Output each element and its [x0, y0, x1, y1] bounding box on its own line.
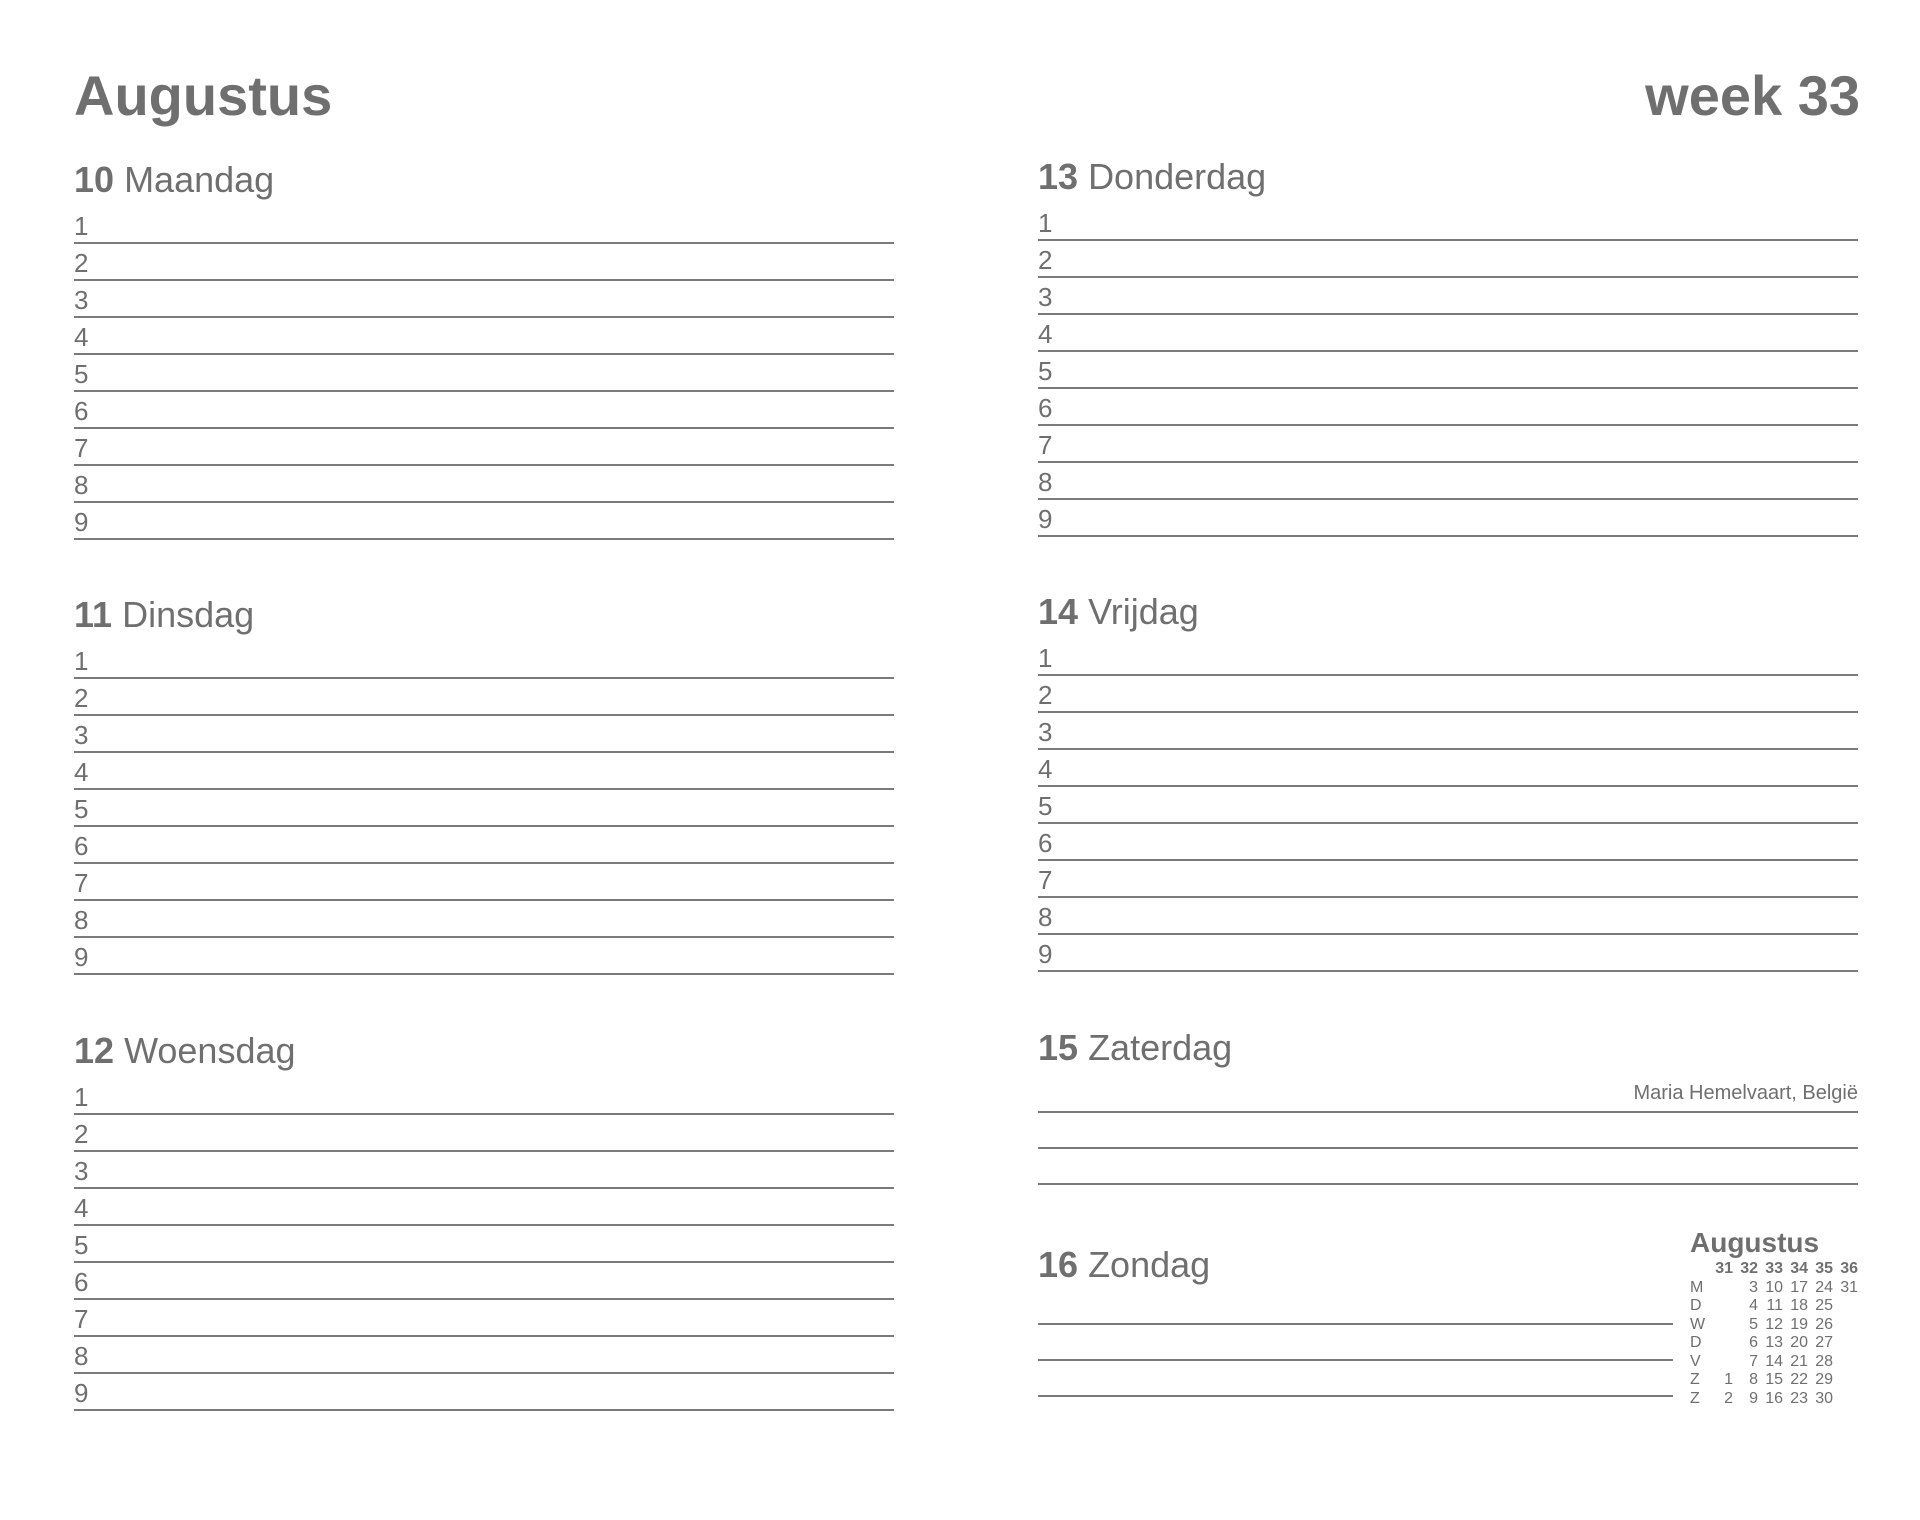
hour-number: 2 — [74, 1119, 89, 1149]
date-cell: 17 — [1790, 1278, 1808, 1296]
write-line — [1038, 1289, 1673, 1325]
date-cell: 5 — [1749, 1315, 1758, 1333]
day-sunday — [1038, 1245, 1673, 1397]
hour-line — [74, 1152, 894, 1189]
date-cell: 7 — [1749, 1352, 1758, 1370]
date-cell — [1833, 1297, 1858, 1316]
hour-number: 3 — [74, 1156, 89, 1186]
hour-line — [74, 1226, 894, 1263]
day-friday — [1038, 592, 1858, 972]
hour-line — [74, 864, 894, 901]
hour-number: 6 — [74, 396, 89, 426]
hour-line — [74, 1115, 894, 1152]
write-line — [1038, 1325, 1673, 1361]
date-cell: 23 — [1790, 1389, 1808, 1407]
date-cell: 13 — [1765, 1334, 1783, 1351]
hour-number: 5 — [74, 359, 89, 389]
hour-line — [74, 207, 894, 244]
hour-number: 9 — [74, 1378, 89, 1408]
hour-line — [1038, 315, 1858, 352]
hour-line — [1038, 639, 1858, 676]
week-number-cell: 33 — [1765, 1260, 1783, 1277]
hour-number: 2 — [74, 683, 89, 713]
mini-calendar-row — [1690, 1371, 1858, 1390]
mini-calendar-title: Augustus — [1690, 1227, 1820, 1258]
day-name: Maandag — [124, 159, 275, 200]
day-heading — [74, 160, 894, 200]
hour-line — [1038, 824, 1858, 861]
mini-calendar-row — [1690, 1390, 1858, 1409]
date-cell: 16 — [1765, 1389, 1783, 1407]
date-cell — [1833, 1390, 1858, 1409]
hour-number: 6 — [74, 831, 89, 861]
hour-number: 5 — [74, 1230, 89, 1260]
weekday-label: D — [1690, 1334, 1702, 1351]
hour-number: 8 — [74, 905, 89, 935]
hour-line — [74, 392, 894, 429]
mini-calendar-row — [1690, 1316, 1858, 1335]
hour-line — [74, 1300, 894, 1337]
hour-line — [1038, 389, 1858, 426]
hour-number: 4 — [1038, 754, 1053, 784]
mini-calendar-row — [1690, 1334, 1858, 1353]
hour-number: 3 — [1038, 282, 1053, 312]
day-heading — [1038, 1245, 1673, 1285]
day-heading — [1038, 592, 1858, 632]
date-cell: 19 — [1790, 1315, 1808, 1333]
week-number-cell: 36 — [1840, 1260, 1858, 1277]
hour-number: 1 — [1038, 208, 1053, 238]
hour-number: 4 — [1038, 319, 1053, 349]
date-cell — [1708, 1353, 1733, 1372]
hour-line — [74, 938, 894, 975]
weekday-label: M — [1690, 1278, 1704, 1296]
date-cell: 2 — [1724, 1389, 1733, 1407]
hour-line — [1038, 241, 1858, 278]
hour-line — [74, 679, 894, 716]
day-number: 12 — [74, 1030, 115, 1071]
date-cell: 18 — [1790, 1297, 1808, 1314]
weekday-label: Z — [1690, 1371, 1700, 1388]
hour-number: 3 — [74, 720, 89, 750]
hour-number: 5 — [1038, 791, 1053, 821]
day-number: 14 — [1038, 591, 1079, 632]
hour-line — [74, 1374, 894, 1411]
hour-lines — [74, 642, 894, 975]
hour-number: 1 — [74, 211, 89, 241]
hour-number: 1 — [74, 646, 89, 676]
date-cell: 9 — [1749, 1389, 1758, 1407]
hour-number: 9 — [74, 942, 89, 972]
date-cell: 3 — [1749, 1278, 1758, 1296]
hour-number: 8 — [74, 1341, 89, 1371]
hour-line — [1038, 713, 1858, 750]
hour-line — [74, 1263, 894, 1300]
day-thursday — [1038, 157, 1858, 537]
hour-number: 7 — [74, 1304, 89, 1334]
week-number-cell: 34 — [1790, 1260, 1808, 1277]
hour-lines — [74, 207, 894, 540]
hour-number: 5 — [1038, 356, 1053, 386]
date-cell — [1833, 1334, 1858, 1353]
hour-lines — [1038, 639, 1858, 972]
hour-number: 2 — [1038, 245, 1053, 275]
day-saturday — [1038, 1028, 1858, 1185]
hour-line — [74, 790, 894, 827]
date-cell — [1833, 1316, 1858, 1335]
hour-number: 6 — [1038, 828, 1053, 858]
hour-number: 5 — [74, 794, 89, 824]
mini-calendar-row — [1690, 1279, 1858, 1298]
hour-line — [74, 901, 894, 938]
hour-line — [1038, 463, 1858, 500]
hour-lines — [1038, 204, 1858, 537]
day-number: 11 — [74, 594, 113, 635]
date-cell: 15 — [1765, 1371, 1783, 1388]
date-cell: 6 — [1749, 1334, 1758, 1351]
day-number: 16 — [1038, 1244, 1079, 1285]
day-name: Woensdag — [124, 1030, 296, 1071]
date-cell — [1708, 1279, 1733, 1298]
corner-cell — [1690, 1260, 1708, 1279]
hour-line — [74, 466, 894, 503]
hour-line — [1038, 278, 1858, 315]
hour-line — [1038, 750, 1858, 787]
week-number-cell: 31 — [1715, 1260, 1733, 1277]
week-number-cell: 32 — [1740, 1260, 1758, 1277]
hour-number: 9 — [1038, 939, 1053, 969]
date-cell: 28 — [1815, 1352, 1833, 1370]
date-cell: 22 — [1790, 1371, 1808, 1388]
week-number: week 33 — [1645, 64, 1860, 127]
week-number-row — [1690, 1260, 1858, 1279]
weekday-label: V — [1690, 1352, 1701, 1370]
date-cell: 27 — [1815, 1334, 1833, 1351]
mini-calendar-row — [1690, 1297, 1858, 1316]
date-cell: 31 — [1840, 1278, 1858, 1296]
hour-line — [1038, 861, 1858, 898]
hour-line — [1038, 204, 1858, 241]
hour-line — [74, 318, 894, 355]
date-cell — [1708, 1297, 1733, 1316]
hour-line — [74, 753, 894, 790]
hour-number: 2 — [1038, 680, 1053, 710]
day-monday — [74, 160, 894, 540]
day-wednesday — [74, 1031, 894, 1411]
date-cell — [1833, 1353, 1858, 1372]
day-name: Zaterdag — [1088, 1027, 1233, 1068]
hour-number: 9 — [1038, 504, 1053, 534]
hour-number: 7 — [74, 868, 89, 898]
date-cell: 8 — [1749, 1371, 1758, 1388]
date-cell: 14 — [1765, 1352, 1783, 1370]
date-cell: 12 — [1765, 1315, 1783, 1333]
hour-number: 7 — [1038, 430, 1053, 460]
date-cell — [1708, 1334, 1733, 1353]
hour-number: 8 — [74, 470, 89, 500]
date-cell — [1833, 1371, 1858, 1390]
write-line — [1038, 1149, 1858, 1185]
hour-number: 2 — [74, 248, 89, 278]
hour-number: 4 — [74, 757, 89, 787]
write-line — [1038, 1113, 1858, 1149]
hour-number: 7 — [74, 433, 89, 463]
weekday-label: D — [1690, 1297, 1702, 1314]
day-number: 10 — [74, 159, 115, 200]
hour-line — [1038, 352, 1858, 389]
date-cell: 4 — [1749, 1297, 1758, 1314]
day-heading — [74, 595, 894, 635]
hour-line — [74, 503, 894, 540]
day-name: Zondag — [1088, 1244, 1211, 1285]
hour-number: 7 — [1038, 865, 1053, 895]
day-number: 13 — [1038, 156, 1079, 197]
month-title: Augustus — [74, 64, 333, 127]
mini-calendar — [1690, 1228, 1860, 1408]
date-cell: 21 — [1790, 1352, 1808, 1370]
day-name: Donderdag — [1088, 156, 1267, 197]
hour-line — [1038, 935, 1858, 972]
hour-number: 3 — [74, 285, 89, 315]
hour-lines — [74, 1078, 894, 1411]
write-line — [1038, 1361, 1673, 1397]
hour-line — [1038, 426, 1858, 463]
hour-line — [74, 1078, 894, 1115]
hour-line — [74, 429, 894, 466]
hour-number: 8 — [1038, 467, 1053, 497]
hour-line — [74, 716, 894, 753]
hour-line — [1038, 676, 1858, 713]
hour-line — [74, 355, 894, 392]
date-cell: 20 — [1790, 1334, 1808, 1351]
date-cell: 24 — [1815, 1278, 1833, 1296]
date-cell: 11 — [1766, 1297, 1783, 1314]
date-cell: 25 — [1815, 1297, 1833, 1314]
hour-number: 3 — [1038, 717, 1053, 747]
date-cell: 10 — [1765, 1278, 1783, 1296]
hour-number: 4 — [74, 1193, 89, 1223]
day-number: 15 — [1038, 1027, 1079, 1068]
hour-line — [1038, 787, 1858, 824]
date-cell: 26 — [1815, 1315, 1833, 1333]
hour-number: 1 — [1038, 643, 1053, 673]
date-cell: 29 — [1815, 1371, 1833, 1388]
hour-line — [1038, 898, 1858, 935]
hour-line — [1038, 500, 1858, 537]
day-name: Vrijdag — [1088, 591, 1199, 632]
hour-line — [74, 1337, 894, 1374]
hour-line — [74, 244, 894, 281]
date-cell: 30 — [1815, 1389, 1833, 1407]
mini-calendar-row — [1690, 1353, 1858, 1372]
hour-line — [74, 642, 894, 679]
hour-number: 1 — [74, 1082, 89, 1112]
hour-number: 6 — [74, 1267, 89, 1297]
hour-line — [74, 1189, 894, 1226]
hour-number: 8 — [1038, 902, 1053, 932]
day-name: Dinsdag — [122, 594, 255, 635]
week-number-cell: 35 — [1815, 1260, 1833, 1277]
day-heading — [1038, 157, 1858, 197]
day-tuesday — [74, 595, 894, 975]
mini-calendar-grid — [1690, 1260, 1858, 1408]
mini-calendar-body — [1690, 1279, 1858, 1409]
date-cell — [1708, 1316, 1733, 1335]
weekday-label: Z — [1690, 1389, 1700, 1407]
hour-number: 9 — [74, 507, 89, 537]
hour-line — [74, 281, 894, 318]
day-heading — [1038, 1028, 1858, 1068]
hour-number: 6 — [1038, 393, 1053, 423]
hour-line — [74, 827, 894, 864]
holiday-note: Maria Hemelvaart, België — [1633, 1082, 1858, 1104]
date-cell: 1 — [1724, 1371, 1733, 1388]
weekday-label: W — [1690, 1315, 1706, 1333]
day-heading — [74, 1031, 894, 1071]
hour-number: 4 — [74, 322, 89, 352]
